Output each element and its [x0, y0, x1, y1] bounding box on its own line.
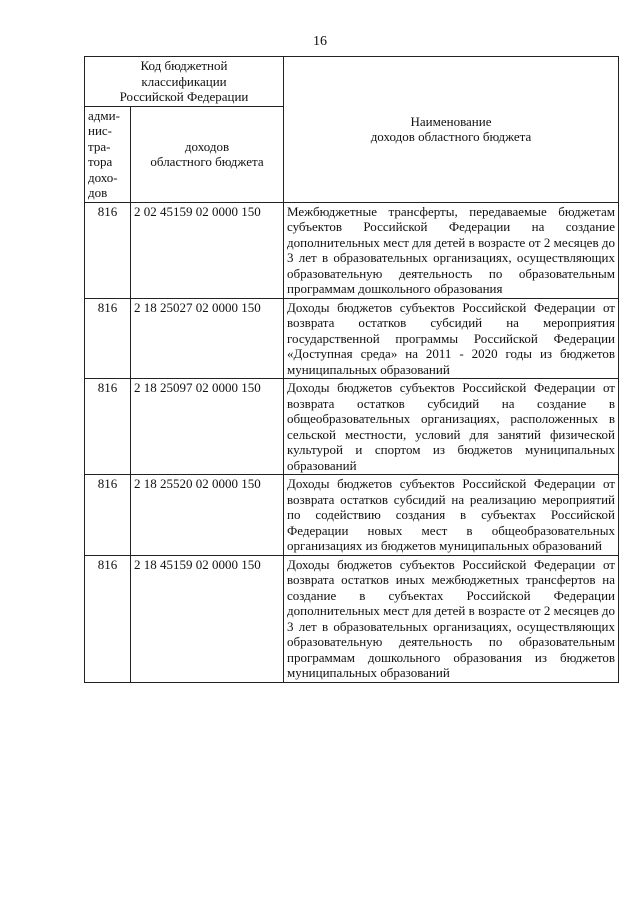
- page-number: 16: [313, 34, 327, 49]
- budget-code: 2 18 25520 02 0000 150: [131, 475, 284, 556]
- administrator-code: 816: [85, 475, 131, 556]
- header-line: дохо-: [88, 169, 118, 185]
- table-row: [85, 379, 619, 475]
- header-line: классификации: [141, 73, 227, 89]
- revenue-name: Доходы бюджетов субъектов Российской Федерации от возврата остатков субсидий на создание в общеобразовательных организациях, расположенных в сельской местности, условий для занятий физической культурой и спортом из бюджетов муниципальных образований: [284, 379, 619, 475]
- revenue-code-header: [131, 106, 284, 202]
- administrator-code: 816: [85, 555, 131, 682]
- budget-code: 2 18 45159 02 0000 150: [131, 555, 284, 682]
- revenue-name: Межбюджетные трансферты, передаваемые бюджетам субъектов Российской Федерации на создание дополнительных мест для детей в возрасте от 2 месяцев до 3 лет в образовательных организациях, осуществляющих образовательную деятельность по образовательным программам дошкольного образования: [284, 202, 619, 298]
- header-line: дов: [88, 185, 108, 200]
- revenue-name: Доходы бюджетов субъектов Российской Федерации от возврата остатков субсидий на мероприятия государственной программы Российской Федерации «Доступная среда» на 2011 - 2020 годы из бюджетов муниципальных образований: [284, 298, 619, 379]
- header-line: тора: [88, 154, 113, 169]
- header-line: тра-: [88, 138, 111, 154]
- header-line: Наименование: [410, 113, 492, 129]
- administrator-code: 816: [85, 298, 131, 379]
- table-header-row: [85, 57, 619, 107]
- table-row: [85, 202, 619, 298]
- administrator-code: 816: [85, 202, 131, 298]
- header-line: нис-: [88, 123, 113, 138]
- budget-code: 2 18 25097 02 0000 150: [131, 379, 284, 475]
- header-line: областного бюджета: [150, 154, 264, 169]
- header-line: адми-: [88, 107, 120, 123]
- table-row: [85, 555, 619, 682]
- administrator-code: 816: [85, 379, 131, 475]
- budget-code: 2 02 45159 02 0000 150: [131, 202, 284, 298]
- header-line: доходов: [184, 138, 230, 154]
- header-line: Российской Федерации: [119, 89, 249, 104]
- revenue-name: Доходы бюджетов субъектов Российской Федерации от возврата остатков субсидий на реализацию мероприятий по содействию создания в субъектах Российской Федерации новых мест в общеобразовательных организациях из бюджетов муниципальных образований: [284, 475, 619, 556]
- budget-classification-table: [84, 56, 619, 683]
- header-line: Код бюджетной: [140, 58, 228, 73]
- revenue-name: Доходы бюджетов субъектов Российской Федерации от возврата остатков иных межбюджетных трансфертов на создание в субъектах Российской Федерации дополнительных мест для детей в возрасте от 2 месяцев до 3 лет в образовательных организациях, осуществляющих образовательную деятельность по образовательным программам дошкольного образования из бюджетов муниципальных образований: [284, 555, 619, 682]
- budget-code: 2 18 25027 02 0000 150: [131, 298, 284, 379]
- budget-code-group-header: [85, 57, 284, 107]
- table-row: [85, 475, 619, 556]
- table-row: [85, 298, 619, 379]
- administrator-header: [85, 106, 131, 202]
- header-line: доходов областного бюджета: [370, 129, 532, 145]
- revenue-name-header: [284, 57, 619, 203]
